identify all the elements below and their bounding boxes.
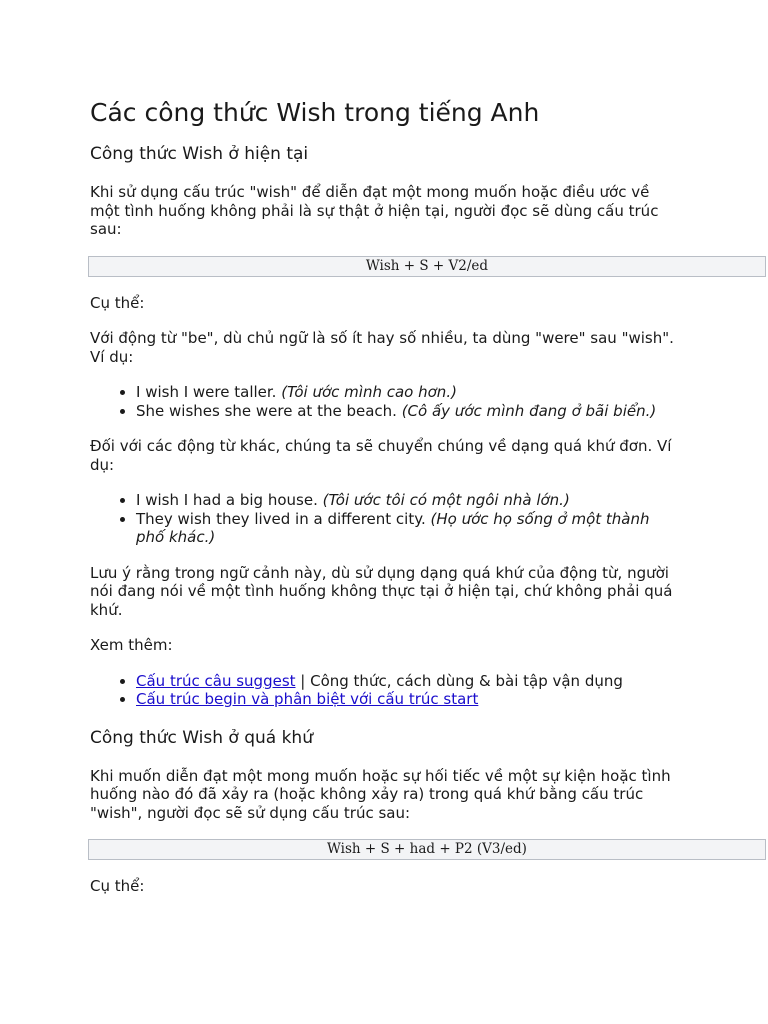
list-item — [136, 402, 680, 421]
begin-start-structure-link[interactable]: Cấu trúc begin và phân biệt với cấu trúc start — [136, 690, 479, 708]
list-item — [136, 672, 680, 691]
other-verbs-rule: Đối với các động từ khác, chúng ta sẽ chuyển chúng về dạng quá khứ đơn. Ví dụ: — [90, 437, 672, 474]
example-translation: (Tôi ước tôi có một ngôi nhà lớn.) — [322, 491, 570, 509]
list-item — [136, 510, 680, 547]
example-translation: (Cô ấy ước mình đang ở bãi biển.) — [401, 401, 657, 420]
example-translation: (Họ ước họ sống ở một thành phố khác.) — [136, 509, 650, 546]
list-item — [136, 690, 680, 709]
see-also-label: Xem thêm: — [90, 636, 173, 654]
past-intro: Khi muốn diễn đạt một mong muốn hoặc sự hối tiếc về một sự kiện hoặc tình huống nào đó đã xảy ra (hoặc không xảy ra) trong quá khứ bằng cấu trúc "wish", người đọc sẽ sử dụng cấu trúc sau: — [90, 766, 671, 822]
past-detail-label: Cụ thể: — [90, 877, 145, 895]
past-formula-box: Wish + S + had + P2 (V3/ed) — [88, 839, 766, 860]
present-note: Lưu ý rằng trong ngữ cảnh này, dù sử dụng dạng quá khứ của động từ, người nói đang nói về một tình huống không thực tại ở hiện tại, chứ không phải quá khứ. — [90, 563, 673, 619]
present-detail-label: Cụ thể: — [90, 293, 145, 312]
be-examples-list — [90, 383, 768, 420]
section-heading-present: Công thức Wish ở hiện tại — [90, 144, 309, 164]
example-translation: (Tôi ước mình cao hơn.) — [281, 383, 457, 401]
example-text: They wish they lived in a different city. — [136, 509, 431, 528]
other-examples-list — [90, 491, 768, 547]
link-suffix: | Công thức, cách dùng & bài tập vận dụng — [295, 671, 623, 690]
list-item — [136, 491, 680, 510]
article — [90, 96, 768, 913]
present-formula-box: Wish + S + V2/ed — [88, 256, 766, 277]
be-rule: Với động từ "be", dù chủ ngữ là số ít hay số nhiều, ta dùng "were" sau "wish". Ví dụ: — [90, 329, 674, 366]
section-heading-past: Công thức Wish ở quá khứ — [90, 727, 313, 748]
see-also-list — [90, 672, 768, 709]
list-item — [136, 383, 680, 402]
example-text: I wish I were taller. — [136, 383, 282, 401]
example-text: She wishes she were at the beach. — [136, 401, 402, 420]
suggest-structure-link[interactable]: Cấu trúc câu suggest — [136, 671, 296, 690]
present-intro: Khi sử dụng cấu trúc "wish" để diễn đạt một mong muốn hoặc điều ước về một tình huống không phải là sự thật ở hiện tại, người đọc sẽ dùng cấu trúc sau: — [90, 183, 659, 238]
page-title: Các công thức Wish trong tiếng Anh — [90, 98, 540, 127]
example-text: I wish I had a big house. — [136, 491, 323, 509]
